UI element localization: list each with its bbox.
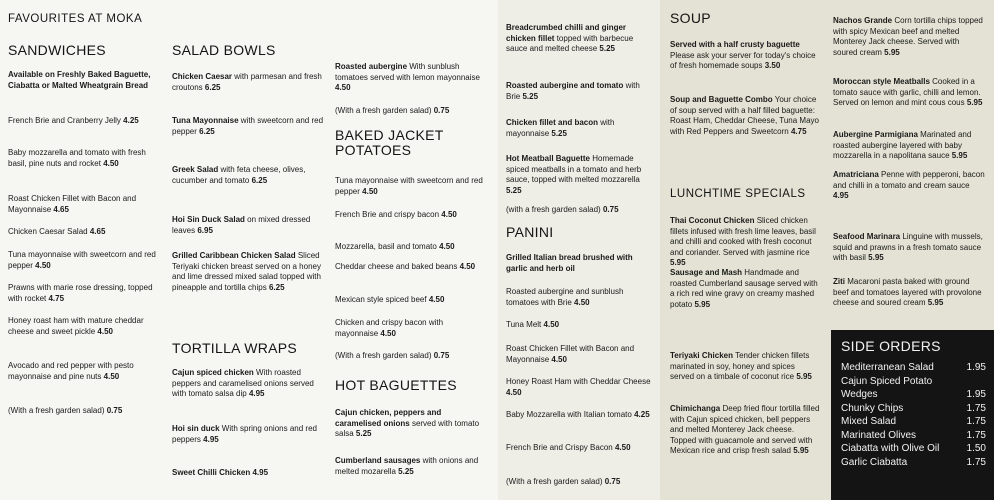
menu-item-name: Roasted aubergine and tomato — [506, 81, 624, 90]
menu-item-price: 5.95 — [951, 151, 968, 160]
menu-item-name: Seafood Marinara — [833, 232, 901, 241]
menu-item-price: 5.25 — [506, 185, 522, 195]
side-order-label: Wedges — [841, 389, 878, 400]
menu-item-name: Amatriciana — [833, 170, 879, 179]
menu-item-description: with feta cheese, olives, cucumber and tomato — [172, 165, 306, 185]
menu-item-price: 5.95 — [868, 253, 884, 262]
menu-item-name: Sausage and Mash — [670, 268, 743, 277]
menu-item — [172, 165, 324, 186]
section-heading-salad-bowls: SALAD BOWLS — [172, 42, 276, 58]
menu-item — [335, 210, 485, 221]
menu-item — [172, 424, 324, 445]
menu-item — [506, 443, 656, 454]
menu-item-name: Thai Coconut Chicken — [670, 216, 755, 225]
section-heading-side-orders: SIDE ORDERS — [841, 338, 941, 354]
menu-item-price: 5.95 — [694, 299, 711, 309]
menu-item-description: Honey roast ham with mature cheddar cheese and sweet pickle — [8, 316, 144, 336]
menu-item-price: 5.95 — [793, 446, 809, 455]
menu-item — [506, 287, 656, 308]
menu-item — [8, 283, 160, 304]
menu-item-price: 0.75 — [602, 205, 619, 214]
menu-item-description: Tender chicken fillets marinated in soy, honey and spices served on a timbale of coconut rice — [670, 351, 810, 381]
side-order-price: 1.50 — [966, 443, 986, 454]
menu-item — [335, 351, 485, 362]
menu-item-price: 5.25 — [551, 128, 567, 138]
menu-item-description: Mozzarella, basil and tomato — [335, 242, 437, 251]
side-order-label: Ciabatta with Olive Oil — [841, 443, 940, 454]
menu-item-name: Cajun spiced chicken — [172, 368, 254, 377]
menu-item-price: 6.25 — [204, 82, 221, 92]
menu-item — [8, 148, 160, 169]
menu-item — [506, 377, 656, 398]
menu-item-price: 4.95 — [203, 434, 219, 444]
menu-item — [670, 268, 820, 310]
side-order-row — [841, 430, 986, 442]
side-order-label: Mixed Salad — [841, 416, 897, 427]
menu-item — [172, 368, 324, 400]
side-orders-box — [831, 330, 994, 500]
menu-item-price: 6.25 — [251, 175, 268, 185]
menu-item — [172, 251, 324, 293]
menu-item-price: 3.50 — [764, 61, 781, 70]
menu-item-price: 5.95 — [966, 98, 983, 107]
menu-item — [506, 344, 656, 365]
menu-item-description: served with tomato salsa — [335, 418, 480, 438]
menu-item-name: Greek Salad — [172, 165, 219, 174]
menu-item — [8, 406, 160, 417]
menu-item — [8, 250, 160, 271]
menu-item-description: Your choice of soup served with a half filled baguette: Roast Ham, Cheddar Cheese, Tuna Mayo with Red Peppers and Sweetcorn — [670, 95, 819, 136]
menu-item-description: Roast Chicken Fillet with Bacon and Mayonnaise — [8, 194, 137, 214]
menu-item-price: 0.75 — [106, 406, 123, 415]
menu-item-price: 4.50 — [551, 354, 567, 364]
section-heading-baked-jacket: BAKED JACKET POTATOES — [335, 127, 444, 158]
menu-item-price: 4.95 — [252, 468, 269, 477]
menu-item-description: French Brie and crispy bacon — [335, 210, 440, 219]
menu-item-description: with Brie — [506, 81, 640, 101]
menu-item — [335, 456, 485, 477]
side-order-row — [841, 457, 986, 469]
menu-item-description: Baby Mozzarella with Italian tomato — [506, 410, 632, 419]
menu-item-name: Moroccan style Meatballs — [833, 77, 930, 86]
menu-item-description: with onions and melted mozarella — [335, 456, 479, 476]
menu-item-description: Macaroni pasta baked with ground beef and tomatoes layered with provolone cheese and soured cream — [833, 277, 982, 307]
menu-item-price: 4.25 — [123, 116, 139, 125]
menu-item-description: Mexican style spiced beef — [335, 295, 427, 304]
menu-item-description: French Brie and Crispy Bacon — [506, 443, 613, 452]
menu-item-price: 4.50 — [459, 262, 476, 271]
menu-item-price: 4.50 — [428, 295, 445, 304]
menu-item-price: 5.95 — [927, 298, 944, 307]
menu-item-description: Chicken and crispy bacon with mayonnaise — [335, 318, 444, 338]
menu-item-description: (with a fresh garden salad) — [506, 205, 601, 214]
menu-item-description: with mayonnaise — [506, 118, 615, 138]
menu-item-price: 6.25 — [199, 126, 215, 136]
menu-item-price: 5.95 — [884, 47, 900, 57]
menu-item-price: 4.50 — [439, 242, 455, 251]
menu-item — [670, 351, 820, 383]
menu-item-price: 4.50 — [97, 326, 113, 336]
menu-item-description: Cooked in a tomato sauce with garlic, chilli and lemon. Served on lemon and mint cous cous — [833, 77, 981, 107]
menu-item — [670, 404, 820, 457]
menu-item — [506, 154, 656, 196]
menu-item — [670, 216, 820, 269]
menu-item-name: Cajun chicken, peppers and caramelised onions — [335, 408, 442, 428]
menu-item-name: Cumberland sausages — [335, 456, 421, 465]
menu-item-name: Grilled Caribbean Chicken Salad — [172, 251, 296, 260]
menu-item-price: 0.75 — [433, 351, 450, 360]
menu-item — [833, 170, 985, 202]
menu-item-name: Hoi Sin Duck Salad — [172, 215, 245, 224]
side-order-label: Mediterranean Salad — [841, 362, 934, 373]
menu-item — [506, 205, 656, 216]
side-order-row — [841, 362, 986, 374]
menu-item-price: 5.95 — [670, 258, 686, 267]
menu-item-price: 4.50 — [335, 83, 351, 92]
menu-item — [833, 277, 985, 309]
side-order-price: 1.95 — [966, 389, 986, 400]
section-heading-panini: PANINI — [506, 224, 554, 240]
menu-item-price: 4.65 — [53, 204, 69, 214]
menu-item-name: Ziti — [833, 277, 845, 286]
side-order-price: 1.75 — [966, 456, 986, 468]
side-order-price: 1.95 — [966, 362, 986, 373]
menu-item-price: 5.25 — [522, 91, 539, 101]
section-heading-lunchtime-specials: LUNCHTIME SPECIALS — [670, 188, 806, 200]
side-order-label: Cajun Spiced Potato — [841, 375, 933, 387]
menu-item-description: Corn tortilla chips topped with spicy Mexican beef and melted Monterey Jack cheese. Served with soured cream — [833, 16, 983, 57]
menu-item-description: topped with barbecue sauce and melted cheese — [506, 33, 634, 53]
menu-item-price: 4.50 — [574, 297, 590, 307]
menu-item-description: with sweetcorn and red pepper — [172, 116, 324, 136]
menu-item-name: Chicken Caesar — [172, 72, 233, 81]
side-order-label: Garlic Ciabatta — [841, 456, 908, 468]
side-order-label: Chunky Chips — [841, 402, 904, 414]
sandwiches-intro: Available on Freshly Baked Baguette, Ciabatta or Malted Wheatgrain Bread — [8, 70, 151, 90]
menu-item-price: 4.50 — [543, 320, 560, 329]
menu-item-name: Breadcrumbed chilli and ginger chicken fillet — [506, 23, 627, 43]
menu-item — [506, 410, 656, 421]
menu-item — [506, 320, 656, 331]
menu-item-price: 4.65 — [89, 227, 106, 236]
section-heading-hot-baguettes: HOT BAGUETTES — [335, 377, 457, 393]
menu-item-description: Linguine with mussels, squid and prawns in a fresh tomato sauce with basil — [833, 232, 983, 262]
menu-item-price: 4.50 — [441, 210, 457, 219]
menu-item-price: 4.50 — [35, 260, 51, 270]
menu-item-name: Hoi sin duck — [172, 424, 220, 433]
menu-item — [172, 72, 324, 93]
menu-item-description: Sliced Teriyaki chicken breast served on a honey and lime dressed mixed salad topped with pineapple and tortilla chips — [172, 251, 321, 292]
menu-item-name: Nachos Grande — [833, 16, 893, 25]
menu-item-description: (With a fresh garden salad) — [335, 106, 432, 115]
side-order-label: Marinated Olives — [841, 429, 917, 441]
menu-item-description: Homemade spiced meatballs in a tomato and herb sauce, topped with melted mozzarella — [506, 154, 642, 184]
menu-item-price: 0.75 — [604, 477, 621, 486]
menu-item-description: With sunblush tomatoes served with lemon mayonnaise — [335, 62, 480, 82]
menu-item — [172, 468, 324, 479]
menu-item-price: 5.25 — [355, 429, 372, 438]
menu-item-name: Hot Meatball Baguette — [506, 154, 591, 163]
menu-item-price: 0.75 — [433, 106, 450, 115]
menu-item-price: 4.95 — [833, 191, 849, 200]
menu-item-price: 4.50 — [103, 158, 119, 168]
menu-item-description: Roast Chicken Fillet with Bacon and Mayonnaise — [506, 344, 635, 364]
menu-item-description: with parmesan and fresh croutons — [172, 72, 322, 92]
section-heading-tortilla-wraps: TORTILLA WRAPS — [172, 340, 298, 356]
menu-item-name: Chicken fillet and bacon — [506, 118, 599, 127]
menu-item-price: 4.50 — [506, 387, 522, 397]
menu-item — [8, 316, 160, 337]
menu-item — [670, 95, 820, 137]
menu-item — [335, 62, 485, 94]
side-order-price: 1.75 — [966, 402, 986, 414]
menu-item-description: (With a fresh garden salad) — [8, 406, 105, 415]
menu-item — [335, 262, 485, 273]
menu-item-price: 5.25 — [398, 466, 414, 476]
menu-item-price: 4.75 — [48, 293, 65, 303]
menu-item — [833, 130, 985, 162]
menu-item-name: Sweet Chilli Chicken — [172, 468, 251, 477]
menu-item-price: 5.25 — [599, 44, 615, 53]
menu-item-name: Served with a half crusty baguette — [670, 40, 800, 49]
menu-item-description: Tuna Melt — [506, 320, 542, 329]
menu-item-description: With spring onions and red peppers — [172, 424, 317, 444]
menu-item-description: (With a fresh garden salad) — [506, 477, 603, 486]
section-heading-sandwiches: SANDWICHES — [8, 42, 106, 58]
menu-item-name: Soup and Baguette Combo — [670, 95, 773, 104]
menu-item-description: Prawns with marie rose dressing, topped with rocket — [8, 283, 153, 303]
menu-item-description: Penne with pepperoni, bacon and chilli in a tomato and cream sauce — [833, 170, 985, 190]
menu-item-description: Tuna mayonnaise with sweetcorn and red pepper — [8, 250, 156, 270]
menu-item-description: Baby mozzarella and tomato with fresh basil, pine nuts and rocket — [8, 148, 146, 168]
menu-item-description: Deep fried flour tortilla filled with Cajun spiced chicken, bell peppers and melted Monterey Jack cheese. Topped with guacamole and served with Mexican rice and crisp fresh salad — [670, 404, 820, 455]
menu-item — [506, 23, 656, 55]
menu-item-price: 4.50 — [614, 443, 631, 452]
menu-item-description: Roasted aubergine and sunblush tomatoes with Brie — [506, 287, 624, 307]
menu-item — [335, 318, 485, 339]
side-order-row — [841, 443, 986, 455]
menu-item-description: Cheddar cheese and baked beans — [335, 262, 458, 271]
menu-item — [833, 16, 985, 58]
menu-item-description: French Brie and Cranberry Jelly — [8, 116, 121, 125]
page-title: FAVOURITES AT MOKA — [8, 13, 143, 25]
menu-item-price: 4.50 — [362, 186, 378, 196]
menu-item — [506, 118, 656, 139]
menu-item-description: Avocado and red pepper with pesto mayonnaise and pine nuts — [8, 361, 134, 381]
side-order-row — [841, 389, 986, 401]
menu-item-price: 4.75 — [790, 126, 807, 136]
side-order-row — [841, 403, 986, 415]
menu-item-name: Aubergine Parmigiana — [833, 130, 918, 139]
menu-item-price: 5.95 — [796, 372, 812, 381]
menu-item — [506, 477, 656, 488]
section-heading-soup: SOUP — [670, 10, 711, 26]
menu-item — [335, 408, 485, 440]
menu-item-description: Sliced chicken fillets infused with fresh lime leaves, basil and chilli and cooked with fresh coconut and coriander. Served with jasmine rice — [670, 216, 816, 257]
middle-menu-page — [498, 0, 660, 500]
menu-item — [335, 295, 485, 306]
menu-item — [8, 227, 160, 238]
menu-item-price: 4.95 — [248, 389, 265, 398]
menu-item-description: Handmade and roasted Cumberland sausage served with a rich red wine gravy on creamy mashed potato — [670, 268, 818, 309]
menu-item-description: Chicken Caesar Salad — [8, 227, 88, 236]
menu-item-price: 4.50 — [103, 371, 120, 381]
menu-item-description: (With a fresh garden salad) — [335, 351, 432, 360]
menu-item — [335, 242, 485, 253]
side-order-price: 1.75 — [966, 416, 986, 427]
menu-item-price: 6.25 — [268, 282, 285, 292]
menu-item-description: Honey Roast Ham with Cheddar Cheese — [506, 377, 651, 386]
menu-item-name: Tuna Mayonnaise — [172, 116, 239, 125]
side-order-row — [841, 416, 986, 428]
menu-item — [8, 361, 160, 382]
menu-item-description: Tuna mayonnaise with sweetcorn and red pepper — [335, 176, 483, 196]
menu-item — [833, 77, 985, 109]
menu-item-price: 4.50 — [380, 328, 396, 338]
menu-item — [8, 116, 160, 127]
menu-item — [172, 116, 324, 137]
menu-item-description: With roasted peppers and caramelised onions served with tomato salsa dip — [172, 368, 314, 398]
menu-item-name: Teriyaki Chicken — [670, 351, 733, 360]
menu-item — [833, 232, 985, 264]
menu-item — [335, 106, 485, 117]
menu-item — [8, 194, 160, 215]
menu-item — [670, 40, 820, 72]
menu-item-name: Roasted aubergine — [335, 62, 408, 71]
menu-item — [172, 215, 324, 236]
panini-intro: Grilled Italian bread brushed with garlic and herb oil — [506, 253, 633, 273]
menu-item-name: Chimichanga — [670, 404, 721, 413]
menu-item — [506, 81, 656, 102]
menu-item — [335, 176, 485, 197]
menu-item-price: 4.25 — [634, 410, 650, 419]
side-order-price: 1.75 — [966, 429, 986, 441]
menu-item-description: Marinated and roasted aubergine layered with baby mozzarella in a napolitana sauce — [833, 130, 972, 160]
menu-item-price: 6.95 — [197, 225, 213, 235]
menu-item-description: on mixed dressed leaves — [172, 215, 311, 235]
menu-item-description: Please ask your server for today's choice of fresh homemade soups — [670, 50, 816, 70]
side-order-row — [841, 376, 986, 388]
